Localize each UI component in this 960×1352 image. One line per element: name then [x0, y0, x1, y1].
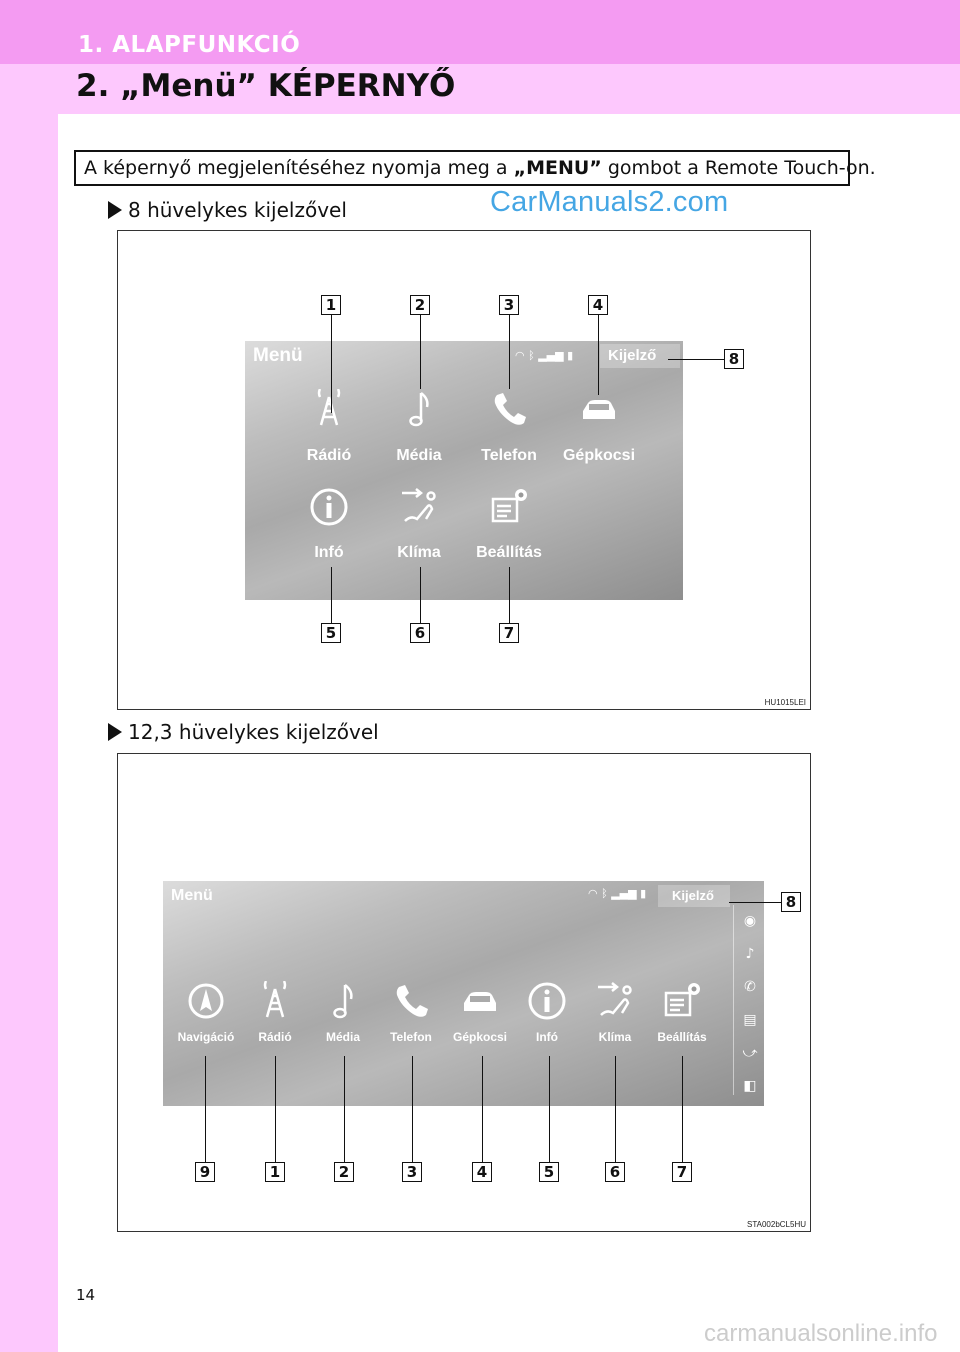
music-note-icon[interactable]: [399, 389, 439, 429]
info-icon[interactable]: [527, 981, 567, 1021]
callout-line: [344, 1056, 345, 1162]
carmanuals-watermark: CarManuals2.com: [490, 186, 729, 218]
callout-line: [331, 315, 332, 413]
callout-line: [615, 1056, 616, 1162]
callout-line: [729, 902, 781, 903]
callout-line: [509, 315, 510, 389]
bullet-triangle-icon: [108, 723, 122, 741]
instruction-menu-key: „MENU”: [513, 157, 602, 179]
navigation-icon[interactable]: [186, 981, 226, 1021]
music-note-icon[interactable]: [323, 981, 363, 1021]
battery-icon: ▮: [640, 887, 647, 900]
phone-icon[interactable]: ✆: [744, 979, 756, 995]
figure2-app-label[interactable]: Klíma: [598, 1030, 632, 1044]
instruction-box: [74, 150, 876, 186]
callout-line: [420, 567, 421, 623]
page-number: 14: [76, 1286, 96, 1304]
bluetooth-icon: ᛒ: [528, 349, 535, 362]
section-title: 1. ALAPFUNKCIÓ: [78, 32, 301, 58]
callout-4: 4: [588, 295, 608, 315]
wifi-icon: ◠: [515, 349, 525, 362]
callout-7: 7: [499, 623, 519, 643]
figure1-app-label[interactable]: Infó: [314, 544, 344, 561]
figure2-app-label[interactable]: Rádió: [258, 1030, 292, 1044]
figure1-app-label[interactable]: Telefon: [481, 447, 537, 464]
left-margin-strip: [0, 0, 58, 1352]
car-icon[interactable]: [579, 389, 619, 429]
figure1-caption: [108, 198, 347, 222]
music-note-icon[interactable]: ♪: [745, 946, 755, 962]
figure2-app-label[interactable]: Navigáció: [177, 1030, 235, 1044]
figure2-screen-title: Menü: [171, 887, 213, 904]
figure2-frame: [117, 753, 811, 1232]
navigation-icon[interactable]: ◉: [743, 913, 757, 929]
callout-8: 8: [724, 349, 744, 369]
figure2-caption-text: 12,3 hüvelykes kijelzővel: [128, 720, 379, 744]
figure2-app-label[interactable]: Beállítás: [657, 1030, 707, 1044]
callout-line: [668, 359, 724, 360]
signal-icon: ▂▄▆: [538, 349, 564, 362]
figure1-display-button[interactable]: Kijelző: [600, 344, 680, 368]
wifi-icon: ◠: [588, 887, 598, 900]
callout-5: 5: [539, 1162, 559, 1182]
signal-icon: ▂▄▆: [611, 887, 637, 900]
figure2-status-icons: [588, 887, 646, 900]
settings-icon[interactable]: [489, 487, 529, 527]
climate-icon[interactable]: [595, 981, 635, 1021]
callout-8: 8: [781, 892, 801, 912]
figure2-app-label[interactable]: Infó: [536, 1030, 558, 1044]
callout-5: 5: [321, 623, 341, 643]
figure1-app-label[interactable]: Rádió: [306, 447, 352, 464]
figure1-frame: [117, 230, 811, 710]
figure2-app-label[interactable]: Telefon: [390, 1030, 432, 1044]
bluetooth-icon: ᛒ: [601, 887, 608, 900]
phone-icon[interactable]: [391, 981, 431, 1021]
figure2-display-button[interactable]: Kijelző: [658, 885, 730, 907]
sidebar-divider: [733, 905, 734, 1095]
footer-watermark: carmanualsonline.info: [704, 1320, 938, 1347]
callout-line: [482, 1056, 483, 1162]
callout-2: 2: [334, 1162, 354, 1182]
figure1-screen-title: Menü: [253, 345, 303, 366]
radio-tower-icon[interactable]: [255, 981, 295, 1021]
bullet-triangle-icon: [108, 201, 122, 219]
settings-icon[interactable]: [662, 981, 702, 1021]
radio-tower-icon[interactable]: [309, 389, 349, 429]
figure1-app-label[interactable]: Beállítás: [476, 544, 542, 561]
callout-6: 6: [410, 623, 430, 643]
battery-icon: ▮: [567, 349, 574, 362]
callout-2: 2: [410, 295, 430, 315]
callout-6: 6: [605, 1162, 625, 1182]
callout-line: [509, 567, 510, 623]
phone-icon[interactable]: [489, 389, 529, 429]
figure1-screen: [245, 341, 683, 600]
climate-icon[interactable]: [399, 487, 439, 527]
callout-line: [205, 1056, 206, 1162]
callout-line: [598, 315, 599, 395]
figure2-caption: [108, 720, 379, 744]
instruction-text-before: A képernyő megjelenítéséhez nyomja meg a: [84, 157, 514, 179]
callout-9: 9: [195, 1162, 215, 1182]
figure2-screen: [163, 881, 764, 1106]
car-icon[interactable]: [460, 981, 500, 1021]
figure2-side-shortcuts: [737, 905, 763, 1103]
callout-line: [420, 315, 421, 389]
callout-line: [682, 1056, 683, 1162]
callout-3: 3: [402, 1162, 422, 1182]
instruction-text-after: gombot a Remote Touch-on.: [601, 157, 876, 179]
callout-4: 4: [472, 1162, 492, 1182]
callout-line: [549, 1056, 550, 1162]
callout-1: 1: [265, 1162, 285, 1182]
figure2-app-label[interactable]: Média: [325, 1030, 360, 1044]
media-icon[interactable]: ▤: [743, 1012, 757, 1028]
callout-3: 3: [499, 295, 519, 315]
callout-7: 7: [672, 1162, 692, 1182]
figure2-app-label[interactable]: Gépkocsi: [452, 1030, 508, 1044]
callout-line: [331, 567, 332, 623]
figure1-app-label[interactable]: Klíma: [397, 544, 441, 561]
figure1-code: HU1015LEI: [764, 698, 806, 707]
figure2-code: STA002bCL5HU: [747, 1220, 806, 1229]
callout-line: [412, 1056, 413, 1162]
figure1-status-icons: [515, 349, 573, 362]
info-icon[interactable]: [309, 487, 349, 527]
figure1-app-label[interactable]: Média: [396, 447, 442, 464]
climate-icon[interactable]: ⤻: [742, 1045, 758, 1061]
page-title: 2. „Menü” KÉPERNYŐ: [76, 68, 456, 104]
callout-line: [275, 1056, 276, 1162]
callout-1: 1: [321, 295, 341, 315]
display-icon[interactable]: ◧: [743, 1078, 757, 1094]
figure1-app-label[interactable]: Gépkocsi: [562, 447, 636, 464]
figure1-caption-text: 8 hüvelykes kijelzővel: [128, 198, 347, 222]
